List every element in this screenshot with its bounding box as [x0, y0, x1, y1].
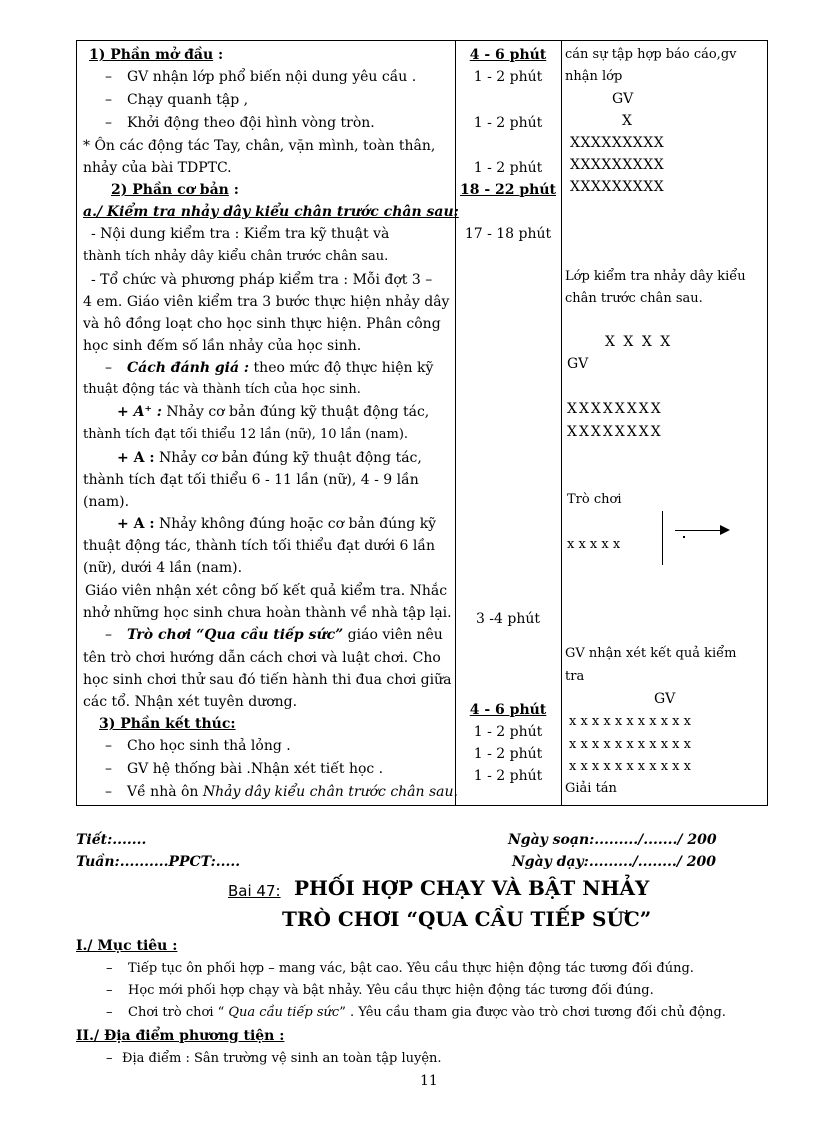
time-cell: 3 -4 phút [475, 611, 541, 627]
lesson-number: Tiết:....... [76, 832, 147, 848]
time-cell: 18 - 22 phút [459, 182, 556, 198]
formation-row: XXXXXXXX [567, 401, 663, 417]
content-text: thành tích đạt tối thiểu 12 lần (nữ), 10 lần (nam). [83, 427, 409, 442]
content-text: nhở những học sinh chưa hoàn thành về nhà tập lại. [83, 605, 452, 621]
time-cell: 4 - 6 phút [469, 702, 547, 718]
grade-aplus: + A⁺ : Nhảy cơ bản đúng kỹ thuật động tác, [117, 404, 430, 420]
content-text: học sinh chơi thử sau đó tiến hành thi đua chơi giữa [83, 672, 452, 688]
game-heading: – Trò chơi “Qua cầu tiếp sức” giáo viên nêu [105, 627, 443, 643]
formation-row: XXXXXXXXX [570, 179, 665, 195]
formation-gv: GV [654, 691, 676, 707]
content-text: - Nội dung kiểm tra : Kiểm tra kỹ thuật và [91, 226, 390, 242]
part1-item: – GV nhận lớp phổ biến nội dung yêu cầu . [105, 69, 417, 85]
organization-text: tra [565, 669, 585, 684]
game-formation: x x x x x [567, 537, 621, 552]
content-text: và hô đồng loạt cho học sinh thực hiện. Phân công [83, 316, 441, 332]
game-start-line [662, 511, 663, 565]
game-arrow [675, 530, 721, 531]
content-text: - Tổ chức và phương pháp kiểm tra : Mỗi đợt 3 – [91, 272, 433, 288]
prepared-date: Ngày soạn:........./......./ 200 [508, 832, 717, 848]
formation-row: XXXXXXXXX [570, 135, 665, 151]
part2-subheading: a./ Kiểm tra nhảy dây kiểu chân trước chân sau: [83, 204, 459, 220]
organization-text: Giải tán [565, 781, 617, 796]
part3-item: – Cho học sinh thả lỏng . [105, 738, 291, 754]
content-text: thuật động tác, thành tích tối thiểu đạt dưới 6 lần [83, 538, 435, 554]
game-label: Trò chơi [567, 492, 622, 507]
objectives-heading: I./ Mục tiêu : [76, 938, 178, 954]
formation-row: XXXXXXXX [567, 424, 663, 440]
formation-row: x x x x x x x x x x x [569, 737, 691, 752]
formation-row: XXXXXXXXX [570, 157, 665, 173]
page-number: 11 [420, 1073, 438, 1089]
content-text: thành tích nhảy dây kiểu chân trước chân sau. [83, 249, 389, 264]
content-text: Giáo viên nhận xét công bố kết quả kiểm tra. Nhắc [85, 583, 448, 599]
time-cell: 1 - 2 phút [473, 115, 543, 131]
location-heading: II./ Địa điểm phương tiện : [76, 1028, 285, 1044]
objective-item: – Học mới phối hợp chạy và bật nhảy. Yêu cầu thực hiện động tác tương đối đúng. [106, 983, 654, 998]
part3-heading: 3) Phần kết thúc: [99, 716, 236, 732]
content-text: các tổ. Nhận xét tuyên dương. [83, 694, 298, 710]
objective-item: – Tiếp tục ôn phối hợp – mang vác, bật cao. Yêu cầu thực hiện động tác tương đối đúng. [106, 961, 694, 976]
column-divider-1 [455, 41, 456, 805]
part1-note: nhảy của bài TDPTC. [83, 160, 232, 176]
content-text: học sinh đếm số lần nhảy của học sinh. [83, 338, 362, 354]
column-divider-2 [561, 41, 562, 805]
organization-text: Lớp kiểm tra nhảy dây kiểu [565, 269, 746, 284]
formation-row: x x x x x x x x x x x [569, 759, 691, 774]
part1-item: – Chạy quanh tập , [105, 92, 249, 108]
time-cell: 4 - 6 phút [469, 47, 547, 63]
page-subtitle: TRÒ CHƠI “QUA CẦU TIẾP SỨC” [282, 907, 652, 931]
week-number: Tuần:..........PPCT:..... [76, 854, 241, 870]
content-text: (nữ), dưới 4 lần (nam). [83, 560, 243, 576]
evaluation-heading: – Cách đánh giá : theo mức độ thực hiện kỹ [105, 360, 434, 376]
content-text: thuật động tác và thành tích của học sinh. [83, 382, 361, 397]
formation-gv: GV [612, 91, 634, 107]
part1-note: * Ôn các động tác Tay, chân, vặn mình, toàn thân, [83, 138, 436, 154]
organization-text: GV nhận xét kết quả kiểm [565, 646, 737, 661]
time-cell: 1 - 2 phút [473, 724, 543, 740]
part1-heading: 1) Phần mở đầu : [89, 47, 224, 63]
content-text: tên trò chơi hướng dẫn cách chơi và luật chơi. Cho [83, 650, 441, 666]
content-text: 4 em. Giáo viên kiểm tra 3 bước thực hiện nhảy dây [83, 294, 450, 310]
time-cell: 1 - 2 phút [473, 69, 543, 85]
formation-gv: GV [567, 356, 589, 372]
part2-heading: 2) Phần cơ bản : [111, 182, 239, 198]
time-cell: 17 - 18 phút [464, 226, 552, 242]
lesson-plan-table [76, 40, 768, 806]
arrow-head-icon [720, 525, 730, 535]
content-text: (nam). [83, 494, 130, 510]
time-cell: 1 - 2 phút [473, 768, 543, 784]
objective-item: – Chơi trò chơi “ Qua cầu tiếp sức” . Yêu cầu tham gia được vào trò chơi tương đối chủ động. [106, 1005, 726, 1020]
time-cell: 1 - 2 phút [473, 160, 543, 176]
grade-a-fail: + A : Nhảy không đúng hoặc cơ bản đúng kỹ [117, 516, 437, 532]
page-title: PHỐI HỢP CHẠY VÀ BẬT NHẢY [294, 876, 650, 900]
time-cell: 1 - 2 phút [473, 746, 543, 762]
grade-a: + A : Nhảy cơ bản đúng kỹ thuật động tác, [117, 450, 422, 466]
organization-text: chân trước chân sau. [565, 291, 703, 306]
content-text: thành tích đạt tối thiểu 6 - 11 lần (nữ), 4 - 9 lần [83, 472, 419, 488]
lesson-label: Bai 47: [228, 882, 281, 900]
organization-text: nhận lớp [565, 69, 623, 84]
part1-item: – Khởi động theo đội hình vòng tròn. [105, 115, 375, 131]
part3-item: – Về nhà ôn Nhảy dây kiểu chân trước chân sau. [105, 784, 458, 800]
formation-row: x x x x x x x x x x x [569, 714, 691, 729]
organization-text: cán sự tập hợp báo cáo,gv [565, 47, 737, 62]
location-item: – Địa điểm : Sân trường vệ sinh an toàn tập luyện. [106, 1051, 442, 1066]
formation-x: X [622, 113, 632, 129]
part3-item: – GV hệ thống bài .Nhận xét tiết học . [105, 761, 384, 777]
dot-icon [683, 536, 685, 538]
teaching-date: Ngày dạy:........./......../ 200 [512, 854, 717, 870]
formation-row: X X X X [605, 334, 673, 350]
